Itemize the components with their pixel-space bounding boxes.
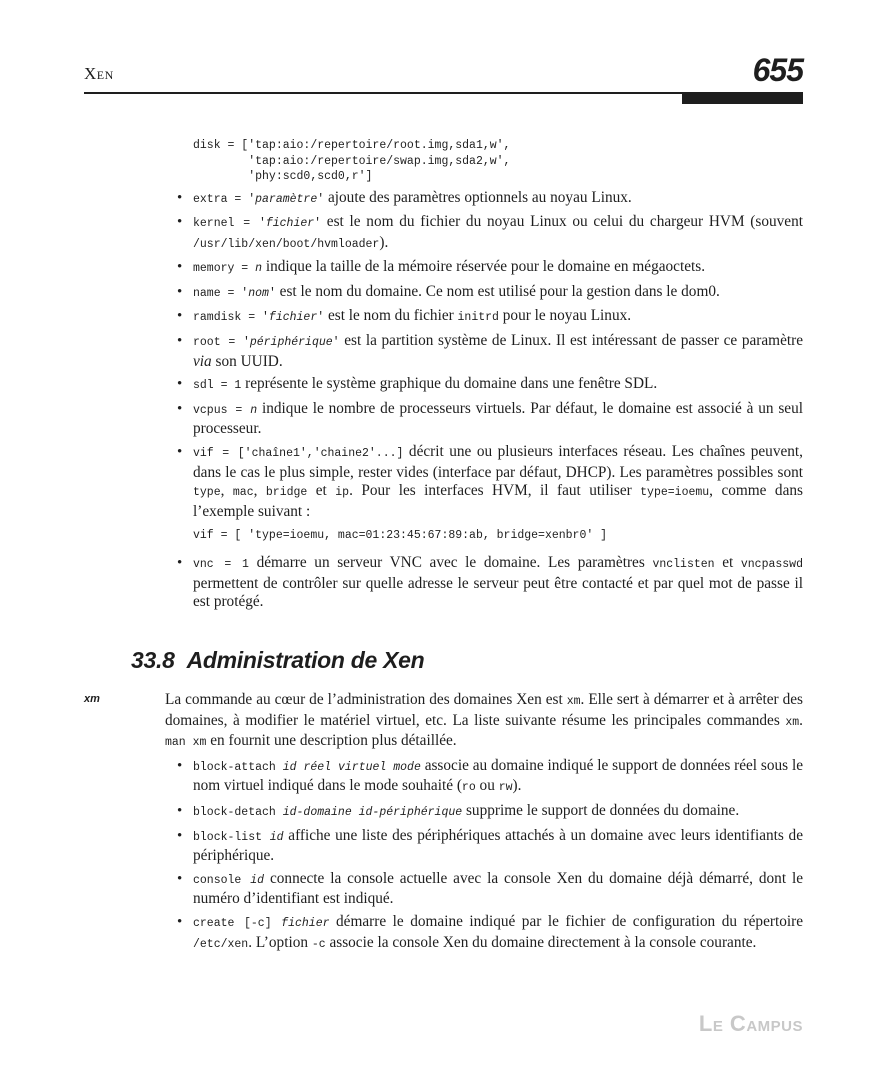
command-description: ou bbox=[475, 777, 499, 795]
param-list bbox=[165, 189, 803, 612]
command-description: . L’option bbox=[248, 933, 312, 951]
command-arguments: id réel virtuel mode bbox=[282, 760, 421, 774]
page-header bbox=[84, 52, 803, 104]
command-description: supprime le support de données du domaine. bbox=[462, 801, 740, 819]
param-item bbox=[165, 283, 803, 304]
command-description: affiche une liste des périphériques attachés à un domaine avec leurs identifiants de périphérique. bbox=[193, 826, 803, 865]
param-code: ramdisk = 'fichier' bbox=[193, 311, 325, 325]
param-description: est le nom du fichier du noyau Linux ou celui du chargeur HVM (souvent bbox=[321, 213, 803, 231]
intro-text-1: La commande au cœur de l’administration des domaines Xen est bbox=[165, 691, 567, 708]
section-body bbox=[165, 691, 803, 958]
param-code: root = 'périphérique' bbox=[193, 336, 340, 350]
command-description: associe la console Xen du domaine directement à la console courante. bbox=[325, 933, 757, 951]
command-arguments: fichier bbox=[281, 916, 330, 930]
command-item bbox=[165, 757, 803, 798]
command-code: create [-c] fichier bbox=[193, 916, 330, 930]
disk-code-block: disk = ['tap:aio:/repertoire/root.img,sda1,w', 'tap:aio:/repertoire/swap.img,sda2,w', 'phy:scd0,scd0,r'] bbox=[193, 139, 511, 183]
param-item bbox=[165, 307, 803, 328]
param-item bbox=[165, 375, 803, 396]
command-arguments: id bbox=[269, 830, 284, 844]
command-item bbox=[165, 870, 803, 909]
command-list bbox=[165, 757, 803, 954]
param-inline-code: /usr/lib/xen/boot/hvmloader bbox=[193, 237, 380, 251]
section-heading bbox=[131, 647, 424, 674]
section-number: 33.8 bbox=[131, 647, 175, 673]
command-item bbox=[165, 913, 803, 954]
param-description: ajoute des paramètres optionnels au noyau Linux. bbox=[324, 188, 632, 206]
param-inline-code: initrd bbox=[457, 311, 499, 325]
header-rule-block bbox=[682, 92, 803, 104]
margin-note: xm bbox=[84, 693, 100, 705]
command-description: associe au domaine indiqué le support de données réel sous le nom virtuel indiqué dans le mode souhaité ( bbox=[193, 756, 803, 795]
param-inline-code: ip bbox=[335, 486, 350, 500]
param-description: permettent de contrôler sur quelle adresse le serveur peut être contacté et par quel mot de passe il est protégé. bbox=[193, 574, 803, 611]
command-code: block-detach id-domaine id-périphérique bbox=[193, 805, 463, 819]
command-inline-code: ro bbox=[461, 781, 476, 795]
command-arguments: id-domaine id-périphérique bbox=[282, 805, 463, 819]
param-code-placeholder: paramètre bbox=[255, 192, 318, 206]
param-description: indique le nombre de processeurs virtuels. Par défaut, le domaine est associé à un seul processeur. bbox=[193, 399, 803, 438]
command-description: connecte la console actuelle avec la console Xen du domaine déjà démarré, dont le numéro d’identifiant est indiqué. bbox=[193, 869, 804, 908]
param-inline-code: vncpasswd bbox=[740, 558, 803, 571]
intro-text-4: en fournit une description plus détaillée. bbox=[206, 732, 457, 750]
intro-code-3: man xm bbox=[165, 736, 207, 750]
command-inline-code: -c bbox=[311, 937, 326, 951]
command-code: block-list id bbox=[193, 830, 284, 844]
param-code-placeholder: n bbox=[250, 403, 258, 417]
command-description: démarre le domaine indiqué par le fichier de configuration du répertoire bbox=[329, 912, 803, 930]
publisher-logo: Le Campus bbox=[698, 1011, 803, 1036]
command-item bbox=[165, 827, 803, 866]
param-emphasis: via bbox=[193, 352, 212, 370]
intro-text-2: . Elle sert à démarrer et à arrêter des domaines, à modifier le matériel virtuel, etc. La liste suivante résume les principales commandes bbox=[165, 691, 803, 729]
intro-code-1: xm bbox=[566, 695, 581, 708]
config-params-section bbox=[165, 138, 803, 616]
param-item-vif bbox=[165, 443, 803, 546]
param-description: . Pour les interfaces HVM, il faut utiliser bbox=[349, 482, 641, 500]
vif-example-code: vif = [ 'type=ioemu, mac=01:23:45:67:89:ab, bridge=xenbr0' ] bbox=[193, 529, 608, 543]
page-number: 655 bbox=[752, 52, 803, 88]
param-code-placeholder: périphérique bbox=[249, 336, 333, 350]
param-code: sdl = 1 bbox=[193, 379, 242, 393]
param-inline-code: type=ioemu bbox=[640, 486, 710, 500]
param-description: indique la taille de la mémoire réservée pour le domaine en mégaoctets. bbox=[262, 258, 706, 276]
param-description-end: son UUID. bbox=[211, 352, 283, 370]
param-item bbox=[165, 332, 803, 371]
param-description: , comme dans l’exemple suivant : bbox=[193, 482, 803, 520]
param-item bbox=[165, 258, 803, 279]
param-code-placeholder: n bbox=[255, 262, 263, 276]
param-inline-code: mac bbox=[232, 486, 254, 500]
param-description: démarre un serveur VNC avec le domaine. Les paramètres bbox=[248, 554, 653, 571]
param-item bbox=[165, 213, 803, 254]
section-intro bbox=[165, 691, 803, 753]
param-description: , bbox=[220, 482, 233, 500]
param-item bbox=[165, 189, 803, 210]
param-code-placeholder: fichier bbox=[268, 311, 318, 325]
section-title: Administration de Xen bbox=[186, 647, 425, 673]
param-description: , bbox=[253, 482, 266, 500]
running-head: Xen bbox=[84, 64, 114, 83]
command-inline-code: rw bbox=[498, 781, 513, 795]
param-item-vnc bbox=[165, 554, 803, 612]
param-description: et bbox=[714, 554, 741, 571]
param-description: est le nom du domaine. Ce nom est utilisé pour la gestion dans le dom0. bbox=[275, 282, 720, 300]
intro-code-2: xm bbox=[785, 715, 800, 729]
param-code: vif = ['chaîne1','chaine2'...] bbox=[193, 447, 404, 461]
command-description: ). bbox=[512, 777, 522, 795]
param-inline-code: bridge bbox=[265, 486, 308, 500]
param-inline-code: type bbox=[193, 486, 221, 500]
param-code: kernel = 'fichier' bbox=[193, 217, 322, 231]
param-description: est le nom du fichier bbox=[324, 307, 458, 325]
param-description-end: pour le noyau Linux. bbox=[498, 307, 632, 325]
param-item bbox=[165, 400, 803, 439]
param-description-end: ). bbox=[379, 233, 389, 251]
command-code: console id bbox=[193, 873, 265, 887]
command-inline-code: /etc/xen bbox=[193, 937, 249, 951]
param-code-placeholder: nom bbox=[248, 286, 269, 300]
param-code: vnc = 1 bbox=[193, 558, 249, 571]
command-arguments: id bbox=[250, 873, 265, 887]
param-inline-code: vnclisten bbox=[652, 558, 715, 571]
command-code: block-attach id réel virtuel mode bbox=[193, 760, 421, 774]
param-description: décrit une ou plusieurs interfaces réseau. Les chaînes peuvent, dans le cas le plus simple, rester vides (interface par défaut, DHCP). Les paramètres possibles sont bbox=[193, 443, 803, 481]
param-code-placeholder: fichier bbox=[265, 217, 315, 231]
param-code: vcpus = n bbox=[193, 403, 258, 417]
param-code: memory = n bbox=[193, 262, 263, 276]
param-description: et bbox=[307, 482, 336, 500]
command-item bbox=[165, 802, 803, 823]
param-description: représente le système graphique du domaine dans une fenêtre SDL. bbox=[241, 375, 658, 393]
param-code: name = 'nom' bbox=[193, 286, 276, 300]
param-description: est la partition système de Linux. Il est intéressant de passer ce paramètre bbox=[339, 332, 803, 350]
param-code: extra = 'paramètre' bbox=[193, 192, 325, 206]
intro-text-3: . bbox=[799, 711, 803, 729]
